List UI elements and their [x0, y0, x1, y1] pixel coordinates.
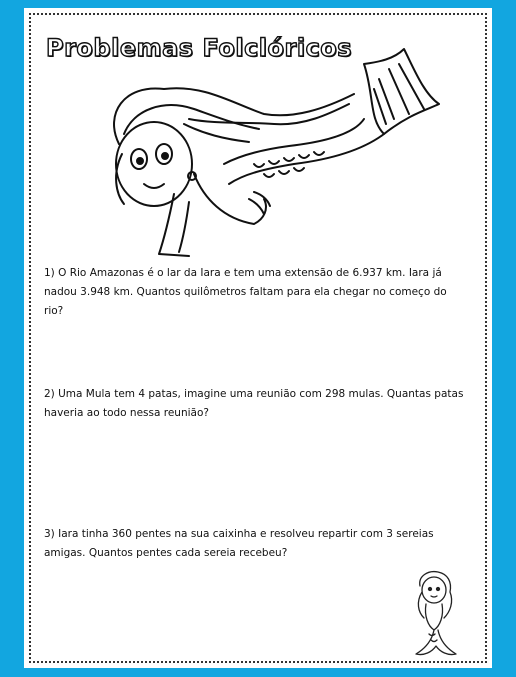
question-2: 2) Uma Mula tem 4 patas, imagine uma reunião com 298 mulas. Quantas patas haveria ao todo nessa reunião? [44, 388, 464, 419]
small-mermaid-icon [404, 568, 468, 663]
question-1: 1) O Rio Amazonas é o lar da Iara e tem uma extensão de 6.937 km. Iara já nadou 3.948 km. Quantos quilômetros faltam para ela chegar no começo do rio? [44, 267, 447, 317]
worksheet-page [24, 8, 492, 668]
worksheet-title: Problemas Folclóricos [46, 34, 353, 62]
question-3: 3) Iara tinha 360 pentes na sua caixinha e resolveu repartir com 3 sereias amigas. Quantos pentes cada sereia recebeu? [44, 528, 434, 559]
